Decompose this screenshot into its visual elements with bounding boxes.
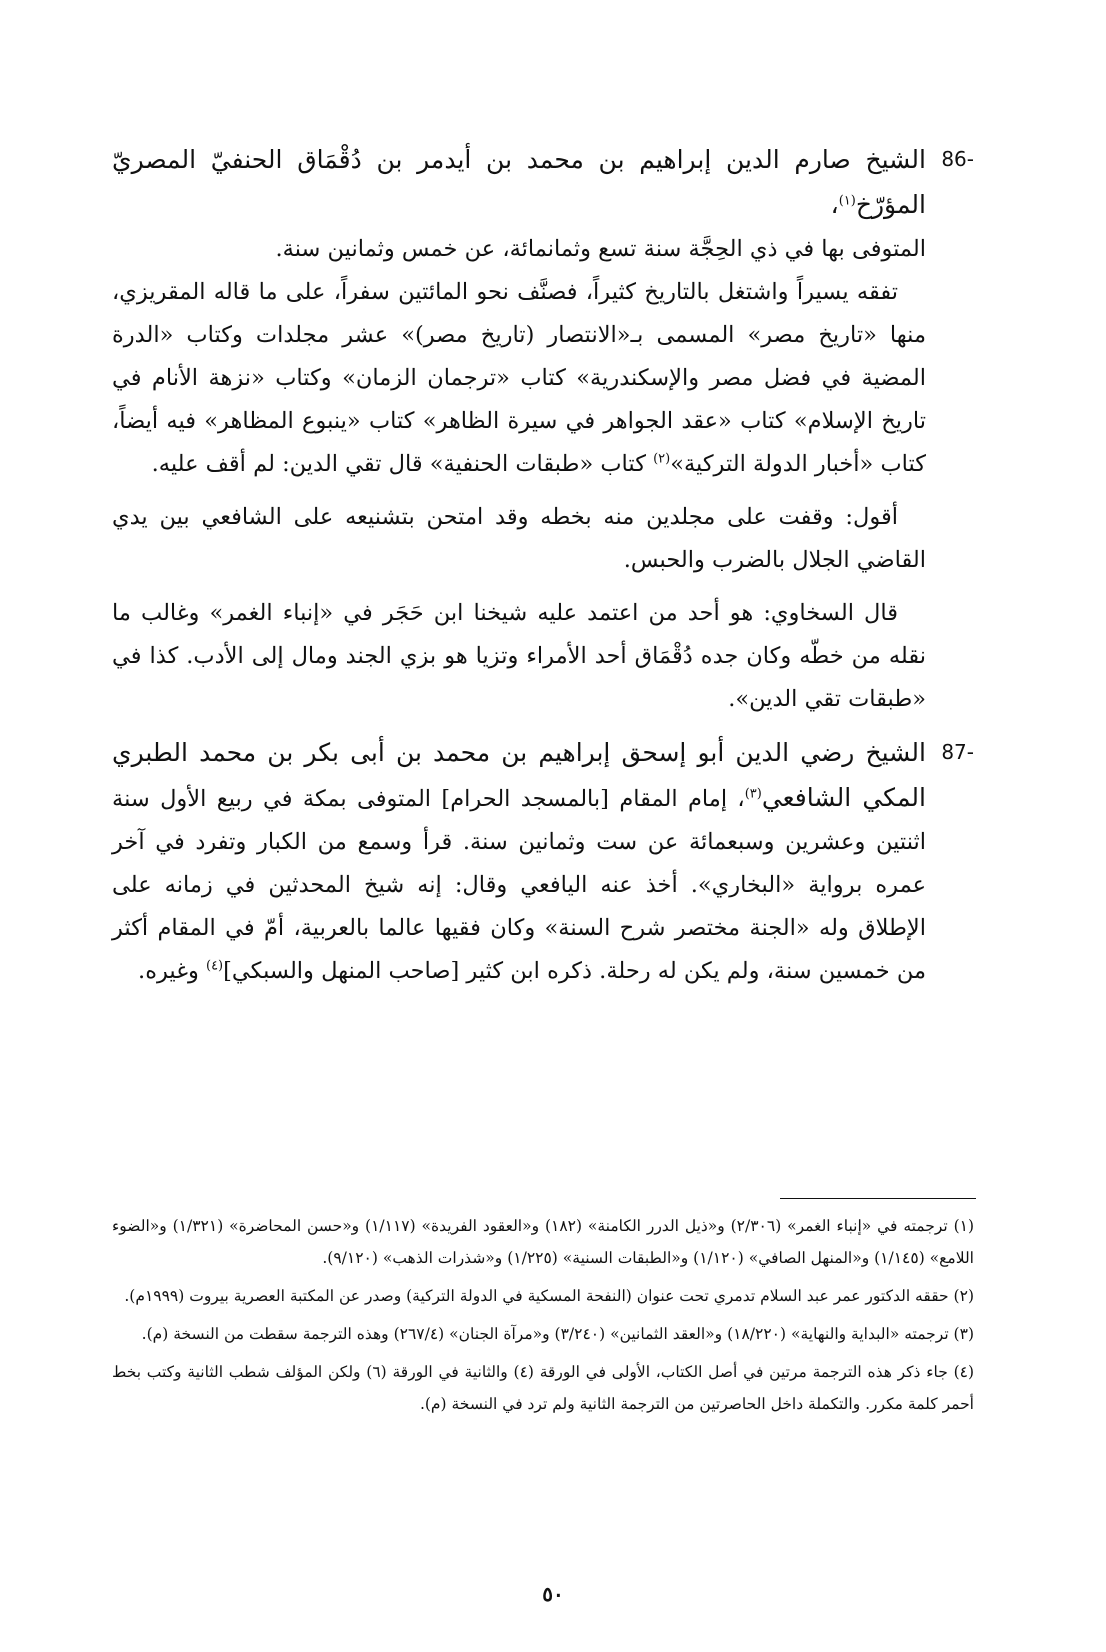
entry-heading-tail: ، xyxy=(830,190,839,219)
footnote-2: (٢) حققه الدكتور عمر عبد السلام تدمري تحت عنوان (النفحة المسكية في الدولة التركية) وصدر عن المكتبة العصرية بيروت (١٩٩٩م). xyxy=(124,1287,974,1305)
entry-87 xyxy=(112,731,974,993)
page-number: ٥٠ xyxy=(542,1582,564,1606)
footnote-ref: (٣) xyxy=(744,786,762,802)
footnote-ref: (١) xyxy=(838,193,856,209)
paragraph xyxy=(112,592,974,721)
entry-86 xyxy=(112,138,974,228)
paragraph-text: أقول: وقفت على مجلدين منه بخطه وقد امتحن بتشنيعه على الشافعي بين يدي القاضي الجلال بالضرب والحبس. xyxy=(112,504,926,573)
footnotes xyxy=(112,1210,974,1426)
entry-lead: المتوفى بها في ذي الحِجَّة سنة تسع وثمانمائة، عن خمس وثمانين سنة. xyxy=(275,236,926,262)
main-text xyxy=(112,138,974,993)
footnote-1: (١) ترجمته في «إنباء الغمر» (٢/٣٠٦) و«ذيل الدرر الكامنة» (١٨٢) و«العقود الفريدة» (١/١١٧) و«حسن المحاضرة» (١/٣٢١) و«الضوء اللامع» (١/١٤٥) و«المنهل الصافي» (١/١٢٠) و«الطبقات السنية» (١/٢٢٥) و«شذرات الذهب» (٩/١٢٠). xyxy=(112,1217,975,1267)
entry-heading: الشيخ صارم الدين إبراهيم بن محمد بن أيدمر بن دُقْمَاق الحنفيّ المصريّ المؤرّخ xyxy=(112,145,926,219)
entry-body-end: وغيره. xyxy=(138,958,206,984)
entry-number: 87- xyxy=(941,740,974,764)
entry-body: ، إمام المقام [بالمسجد الحرام] المتوفى بمكة في ربيع الأول سنة اثنتين وعشرين وسبعمائة عن ست وثمانين سنة. قرأ وسمع من الكبار وتفرد في آخر عمره برواية «البخاري». أخذ عنه اليافعي وقال: إنه شيخ المحدثين في زمانه على الإطلاق وله «الجنة مختصر شرح السنة» وكان فقيها عالما بالعربية، أمّ في المقام أكثر من خمسين سنة، ولم يكن له رحلة. ذكره ابن كثير [صاحب المنهل والسبكي] xyxy=(112,786,926,984)
footnote-4: (٤) جاء ذكر هذه الترجمة مرتين في أصل الكتاب، الأولى في الورقة (٤) والثانية في الورقة (٦) ولكن المؤلف شطب الثانية وكتب بخط أحمر كلمة مكرر. والتكملة داخل الحاصرتين من الترجمة الثانية ولم ترد في النسخة (م). xyxy=(112,1363,975,1413)
spacer xyxy=(112,582,974,592)
footnote-ref: (٤) xyxy=(205,958,224,974)
footnote-divider xyxy=(780,1198,976,1199)
entry-heading: الشيخ رضي الدين أبو إسحق إبراهيم بن محمد بن أبى بكر بن محمد الطبري المكي الشافعي xyxy=(112,738,926,812)
paragraph-text: قال السخاوي: هو أحد من اعتمد عليه شيخنا ابن حَجَر في «إنباء الغمر» وغالب ما نقله من خطّه وكان جده دُقْمَاق أحد الأمراء وتزيا هو بزي الجند ومال إلى الأدب. كذا في «طبقات تقي الدين». xyxy=(112,600,926,712)
footnote-3: (٣) ترجمته «البداية والنهاية» (١٨/٢٢٠) و«العقد الثمانين» (٣/٢٤٠) و«مرآة الجنان» (٢٦٧/٤) وهذه الترجمة سقطت من النسخة (م). xyxy=(141,1325,974,1343)
paragraph xyxy=(112,496,974,582)
paragraph-text: كتاب «طبقات الحنفية» قال تقي الدين: لم أقف عليه. xyxy=(151,451,654,477)
footnote-ref: (٢) xyxy=(653,451,671,467)
entry-number: 86- xyxy=(941,147,974,171)
spacer xyxy=(112,721,974,731)
paragraph-text: تفقه يسيراً واشتغل بالتاريخ كثيراً، فصنَّف نحو المائتين سفراً، على ما قاله المقريزي، منها «تاريخ مصر» المسمى بـ«الانتصار (تاريخ مصر)» عشر مجلدات وكتاب «الدرة المضية في فضل مصر والإسكندرية» كتاب «ترجمان الزمان» وكتاب «نزهة الأنام في تاريخ الإسلام» كتاب «عقد الجواهر في سيرة الظاهر» كتاب «ينبوع المظاهر» فيه أيضاً، كتاب «أخبار الدولة التركية» xyxy=(112,279,926,477)
paragraph xyxy=(112,271,974,486)
spacer xyxy=(112,486,974,496)
